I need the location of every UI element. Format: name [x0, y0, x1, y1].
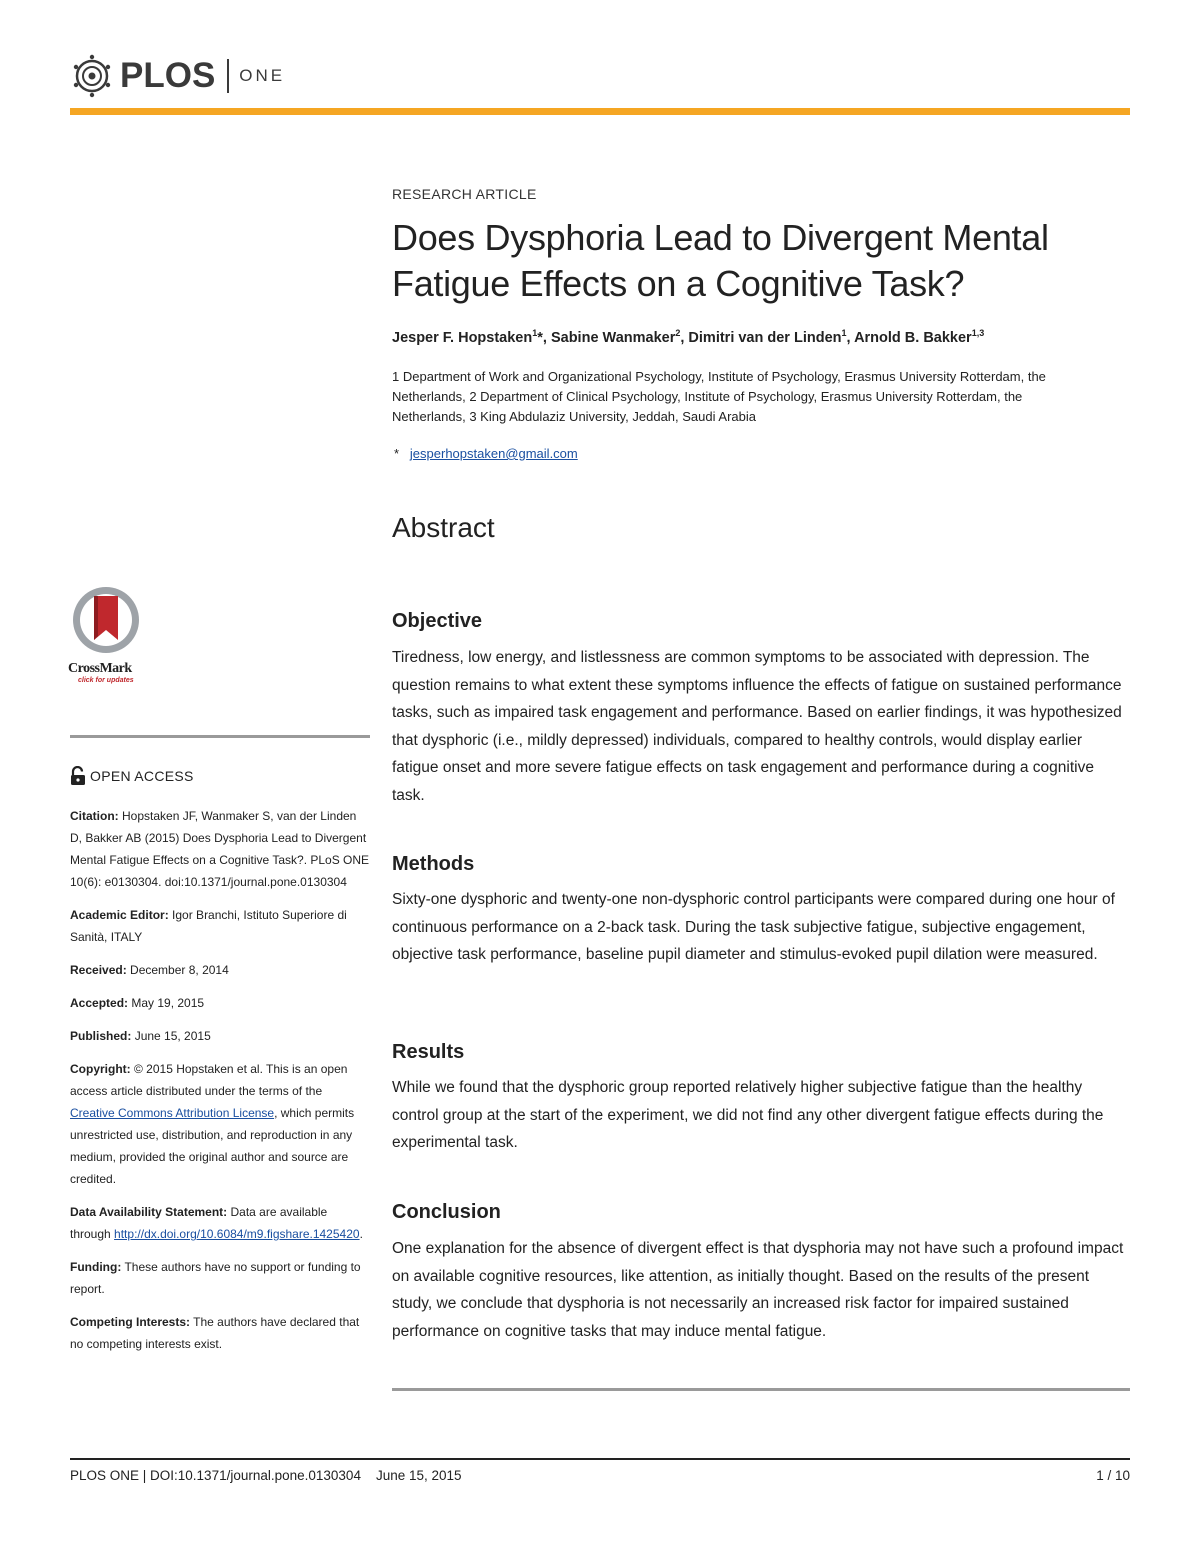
logo-journal: ONE — [239, 66, 286, 85]
article-title: Does Dysphoria Lead to Divergent Mental Fatigue Effects on a Cognitive Task? — [392, 217, 1049, 304]
results-heading: Results — [392, 1041, 465, 1063]
author-list — [392, 328, 1132, 346]
data-link[interactable]: http://dx.doi.org/10.6084/m9.figshare.1425420 — [114, 1227, 360, 1241]
author-affiliation-number: 1 — [841, 328, 847, 338]
author-affiliation-number: 1,3 — [971, 328, 985, 338]
corresponding-email — [394, 446, 578, 461]
open-lock-icon — [70, 766, 86, 786]
author-separator: , — [846, 329, 855, 346]
author-name: Jesper F. Hopstaken — [392, 329, 533, 346]
competing-interests: Competing Interests: The authors have declared that no competing interests exist. — [70, 1315, 360, 1351]
objective-heading: Objective — [392, 610, 483, 632]
data-availability: Data Availability Statement: Data are available through http://dx.doi.org/10.6084/m9.figshare.1425420. — [70, 1205, 363, 1241]
abstract-end-rule — [392, 1388, 1130, 1391]
author-name: Sabine Wanmaker — [550, 329, 676, 346]
plos-one-logo[interactable] — [70, 54, 285, 98]
author-separator: , — [542, 329, 551, 346]
accepted-date: Accepted: May 19, 2015 — [70, 996, 205, 1010]
methods-text: Sixty-one dysphoric and twenty-one non-dysphoric control participants were compared during one hour of continuous performance on a 2-back task. During the task subjective fatigue, subjective engagement, objective task performance, baseline pupil diameter and stimulus-evoked pupil dilation were measured. — [392, 891, 1115, 963]
plos-logo-icon — [70, 54, 114, 98]
methods-heading: Methods — [392, 853, 475, 875]
footer-citation: PLOS ONE | DOI:10.1371/journal.pone.0130304 June 15, 2015 — [70, 1468, 462, 1483]
abstract-heading: Abstract — [392, 512, 495, 543]
open-access-label: OPEN ACCESS — [90, 768, 194, 784]
crossmark-badge[interactable] — [68, 584, 150, 684]
open-access-badge — [70, 766, 194, 786]
objective-text: Tiredness, low energy, and listlessness are common symptoms to be associated with depression. The question remains to what extent these symptoms influence the effects of fatigue on sustained performance tasks, such as impaired task engagement and performance. Based on earlier findings, it was hypothesized that dysphoric (i.e., mildly depressed) individuals, compared to healthy controls, would display earlier fatigue onset and more severe fatigue effects on task engagement and performance during a cognitive task. — [392, 649, 1122, 804]
author-affiliation-number: 2 — [675, 328, 681, 338]
license-link[interactable]: Creative Commons Attribution License — [70, 1106, 275, 1120]
author-separator: , — [680, 329, 689, 346]
conclusion-heading: Conclusion — [392, 1201, 501, 1223]
results-text: While we found that the dysphoric group reported relatively higher subjective fatigue than the healthy control group at the start of the experiment, we did not find any other divergent fatigue effects during the experimental task. — [392, 1079, 1104, 1151]
article-metadata — [70, 805, 370, 1366]
sidebar-divider — [70, 735, 370, 738]
conclusion-text: One explanation for the absence of divergent effect is that dysphoria may not have such a profound impact on available cognitive resources, like attention, as initially thought. Based on the results of the present study, we conclude that dysphoria is not necessarily an increased risk factor for impaired sustained performance on cognitive tasks that may induce mental fatigue. — [392, 1240, 1124, 1340]
copyright: Copyright: © 2015 Hopstaken et al. This is an open access article distributed under the terms of the Creative Commons Attribution License, which permits unrestricted use, distribution, and reproduction in any medium, provided the original author and source are credited. — [70, 1062, 355, 1186]
citation: Citation: Hopstaken JF, Wanmaker S, van der Linden D, Bakker AB (2015) Does Dysphoria Lead to Divergent Mental Fatigue Effects on a Cognitive Task?. PLoS ONE 10(6): e0130304. doi:10.1371/journal.pone.0130304 — [70, 809, 370, 889]
logo-divider — [227, 59, 229, 93]
header-accent-rule — [70, 108, 1130, 115]
received-date: Received: December 8, 2014 — [70, 963, 229, 977]
logo-text: PLOS — [120, 56, 216, 95]
footer-rule — [70, 1458, 1130, 1460]
corresponding-author-mark: * — [537, 329, 543, 346]
crossmark-label: CrossMark — [68, 661, 132, 676]
author-name: Dimitri van der Linden — [688, 329, 842, 346]
crossmark-icon — [68, 584, 146, 656]
email-mark: * — [394, 446, 400, 461]
email-link[interactable]: jesperhopstaken@gmail.com — [409, 446, 578, 461]
academic-editor: Academic Editor: Igor Branchi, Istituto Superiore di Sanità, ITALY — [70, 908, 347, 944]
article-type: RESEARCH ARTICLE — [392, 186, 537, 202]
funding: Funding: These authors have no support or funding to report. — [70, 1260, 361, 1296]
published-date: Published: June 15, 2015 — [70, 1029, 211, 1043]
crossmark-subtitle: click for updates — [78, 677, 134, 684]
author-name: Arnold B. Bakker — [854, 329, 972, 346]
author-affiliation-number: 1 — [532, 328, 538, 338]
affiliations: 1 Department of Work and Organizational Psychology, Institute of Psychology, Erasmus University Rotterdam, the Netherlands, 2 Department of Clinical Psychology, Institute of Psychology, Erasmus University Rotterdam, the Netherlands, 3 King Abdulaziz University, Jeddah, Saudi Arabia — [392, 369, 1046, 424]
page-number: 1 / 10 — [1096, 1468, 1130, 1483]
